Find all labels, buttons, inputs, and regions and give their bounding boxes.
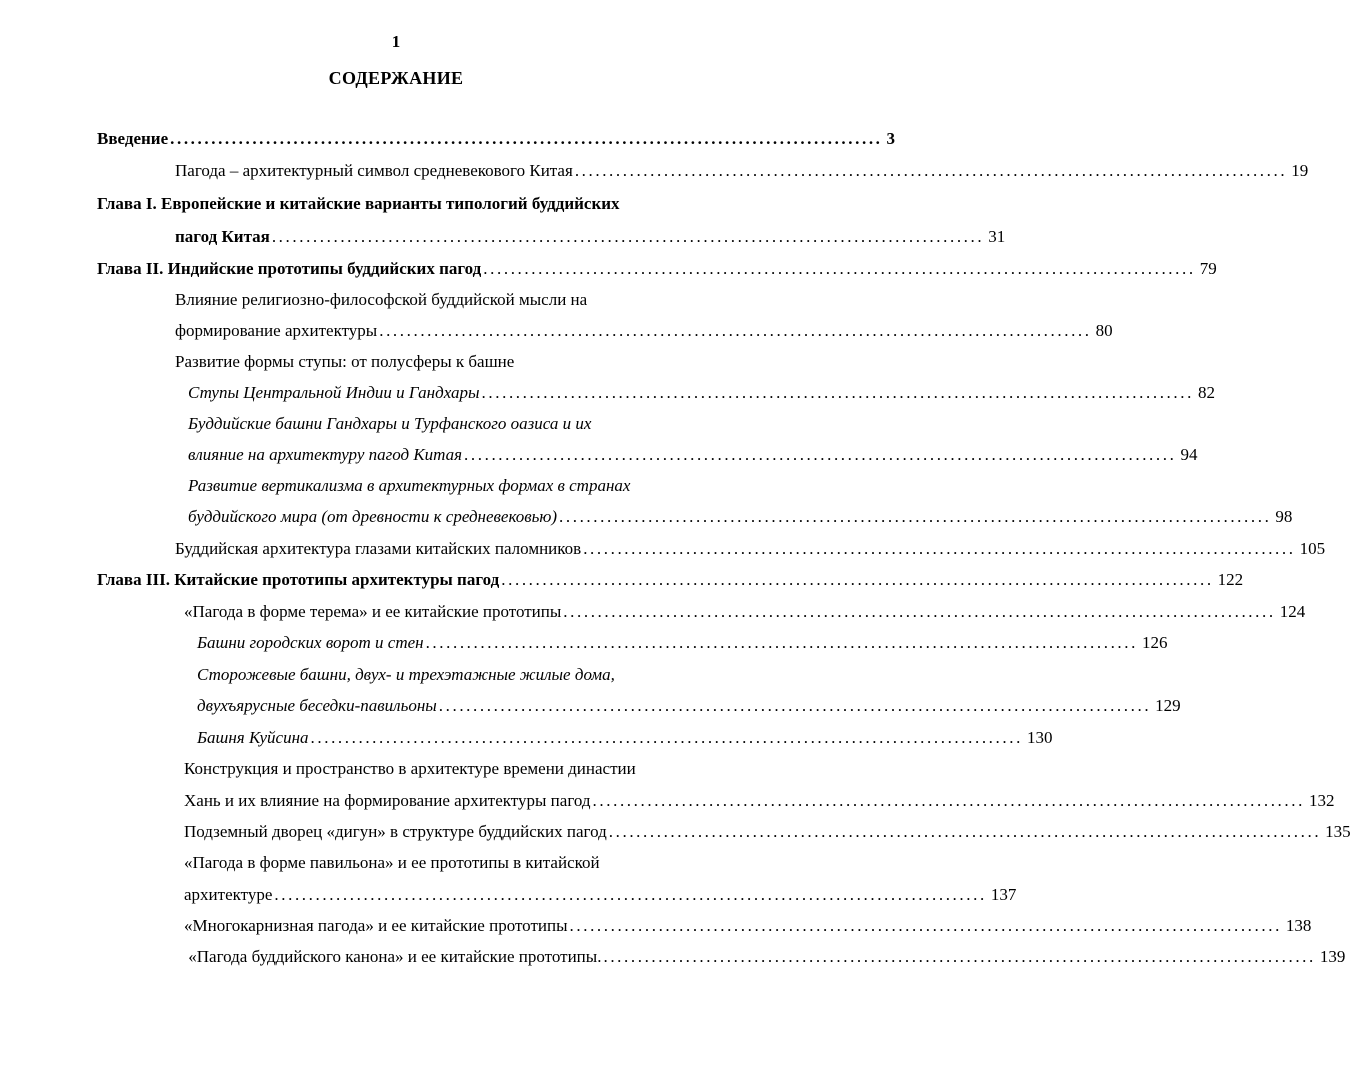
leader-dots: ........................................................................................................ (559, 507, 1272, 526)
toc-entry-page: 82 (1197, 383, 1215, 402)
toc-entry-title: Башня Куйсина (197, 728, 309, 747)
toc-entry-introduction[interactable] (97, 128, 896, 150)
toc-entry-title: Буддийские башни Гандхары и Турфанского оазиса и их (188, 414, 592, 433)
toc-entry[interactable] (197, 664, 717, 686)
toc-entry-chapter-1-cont[interactable] (175, 226, 1006, 248)
toc-entry-chapter-3[interactable] (97, 569, 1244, 591)
toc-entry[interactable] (184, 915, 1312, 937)
toc-entry-page: 94 (1180, 445, 1198, 464)
toc-entry[interactable] (184, 790, 1335, 812)
toc-entry-title: Конструкция и пространство в архитектуре времени династии (184, 759, 636, 778)
toc-entry[interactable] (184, 852, 718, 874)
toc-entry[interactable] (188, 413, 706, 435)
toc-entry-title: Пагода – архитектурный символ средневекового Китая (175, 161, 573, 180)
leader-dots: ........................................................................................................ (425, 633, 1138, 652)
toc-entry-page: 138 (1285, 916, 1312, 935)
toc-entry-page: 122 (1217, 570, 1244, 589)
toc-entry-page: 98 (1275, 507, 1293, 526)
toc-entry-page: 139 (1319, 947, 1346, 966)
leader-dots: ........................................................................................................ (310, 728, 1023, 747)
toc-entry-title: Развитие формы ступы: от полусферы к башне (175, 352, 515, 371)
toc-entry-page: 3 (886, 129, 896, 148)
leader-dots: ........................................................................................................ (483, 259, 1196, 278)
toc-entry-page: 130 (1026, 728, 1053, 747)
toc-entry-page: 126 (1141, 633, 1168, 652)
toc-entry-page: 19 (1291, 161, 1309, 180)
toc-entry-title: Хань и их влияние на формирование архитектуры пагод (184, 791, 591, 810)
toc-entry[interactable] (197, 727, 1053, 749)
toc-entry[interactable] (188, 444, 1198, 466)
toc-entry-title: Сторожевые башни, двух- и трехэтажные жилые дома, (197, 665, 615, 684)
toc-entry-page: 124 (1279, 602, 1306, 621)
leader-dots: ........................................................................................................ (574, 161, 1288, 180)
toc-entry[interactable] (175, 351, 705, 373)
toc-entry-page: 129 (1155, 696, 1181, 715)
toc-entry-title: Развитие вертикализма в архитектурных формах в странах (188, 476, 631, 495)
toc-entry[interactable] (188, 475, 706, 497)
toc-entry-title: Влияние религиозно-философской буддийской мысли на (175, 290, 588, 309)
toc-entry-title: Глава II. Индийские прототипы буддийских пагод (97, 259, 482, 278)
toc-entry[interactable] (197, 632, 1168, 654)
toc-entry[interactable] (175, 320, 1113, 342)
toc-entry-page: 132 (1308, 791, 1335, 810)
leader-dots: ........................................................................................................ (603, 947, 1316, 966)
toc-entry-title: пагод Китая (175, 227, 270, 246)
toc-entry-page: 31 (988, 227, 1006, 246)
toc-entry-title: Буддийская архитектура глазами китайских паломников (175, 539, 582, 558)
leader-dots: ........................................................................................................ (569, 916, 1282, 935)
leader-dots: ........................................................................................................ (592, 791, 1305, 810)
toc-entry-title: Введение (97, 129, 169, 148)
leader-dots: ........................................................................................................ (608, 822, 1322, 841)
toc-entry-title: «Многокарнизная пагода» и ее китайские прототипы (184, 916, 568, 935)
leader-dots: ........................................................................................................ (583, 539, 1296, 558)
toc-heading: СОДЕРЖАНИЕ (328, 68, 464, 88)
toc-entry-chapter-2[interactable] (97, 258, 1217, 280)
toc-entry[interactable] (184, 946, 1346, 968)
toc-entry-title: буддийского мира (от древности к средневековью) (188, 507, 558, 526)
toc-entry[interactable] (188, 382, 1215, 404)
toc-entry-page: 105 (1299, 539, 1326, 558)
toc-entry-title: архитектуре (184, 885, 273, 904)
toc-entry[interactable] (175, 289, 705, 311)
toc-entry[interactable] (197, 695, 1181, 717)
toc-entry-title: Глава III. Китайские прототипы архитектуры пагод (97, 570, 500, 589)
leader-dots: ........................................................................................................ (438, 696, 1152, 715)
toc-entry-title: «Пагода в форме павильона» и ее прототипы в китайской (184, 853, 600, 872)
leader-dots: ........................................................................................................ (170, 129, 883, 148)
toc-entry[interactable] (184, 758, 718, 780)
leader-dots: ........................................................................................................ (481, 383, 1194, 402)
toc-entry-title: Башни городских ворот и стен (197, 633, 424, 652)
toc-entry-page: 80 (1095, 321, 1113, 340)
toc-entry-title: двухъярусные беседки-павильоны (197, 696, 437, 715)
toc-entry-page: 135 (1325, 822, 1351, 841)
leader-dots: ........................................................................................................ (274, 885, 987, 904)
toc-entry-title: «Пагода буддийского канона» и ее китайские прототипы. (184, 947, 602, 966)
toc-entry-title: Ступы Центральной Индии и Гандхары (188, 383, 480, 402)
toc-entry[interactable] (175, 538, 1326, 560)
toc-entry-title: Глава I. Европейские и китайские варианты типологий буддийских (97, 194, 620, 213)
toc-entry-title: формирование архитектуры (175, 321, 378, 340)
toc-entry[interactable] (184, 884, 1017, 906)
toc-entry-page: 137 (990, 885, 1017, 904)
toc-entry[interactable] (188, 506, 1293, 528)
leader-dots: ........................................................................................................ (271, 227, 985, 246)
toc-entry-title: Подземный дворец «дигун» в структуре буддийских пагод (184, 822, 607, 841)
leader-dots: ........................................................................................................ (379, 321, 1092, 340)
leader-dots: ........................................................................................................ (501, 570, 1214, 589)
toc-entry[interactable] (184, 601, 1306, 623)
toc-entry-title: «Пагода в форме терема» и ее китайские прототипы (184, 602, 562, 621)
toc-entry-page: 79 (1199, 259, 1217, 278)
toc-entry[interactable] (175, 160, 1309, 182)
page-number: 1 (391, 32, 401, 51)
leader-dots: ........................................................................................................ (563, 602, 1276, 621)
leader-dots: ........................................................................................................ (464, 445, 1177, 464)
toc-entry[interactable] (184, 821, 1351, 843)
toc-entry-chapter-1[interactable] (97, 193, 707, 215)
toc-entry-title: влияние на архитектуру пагод Китая (188, 445, 463, 464)
